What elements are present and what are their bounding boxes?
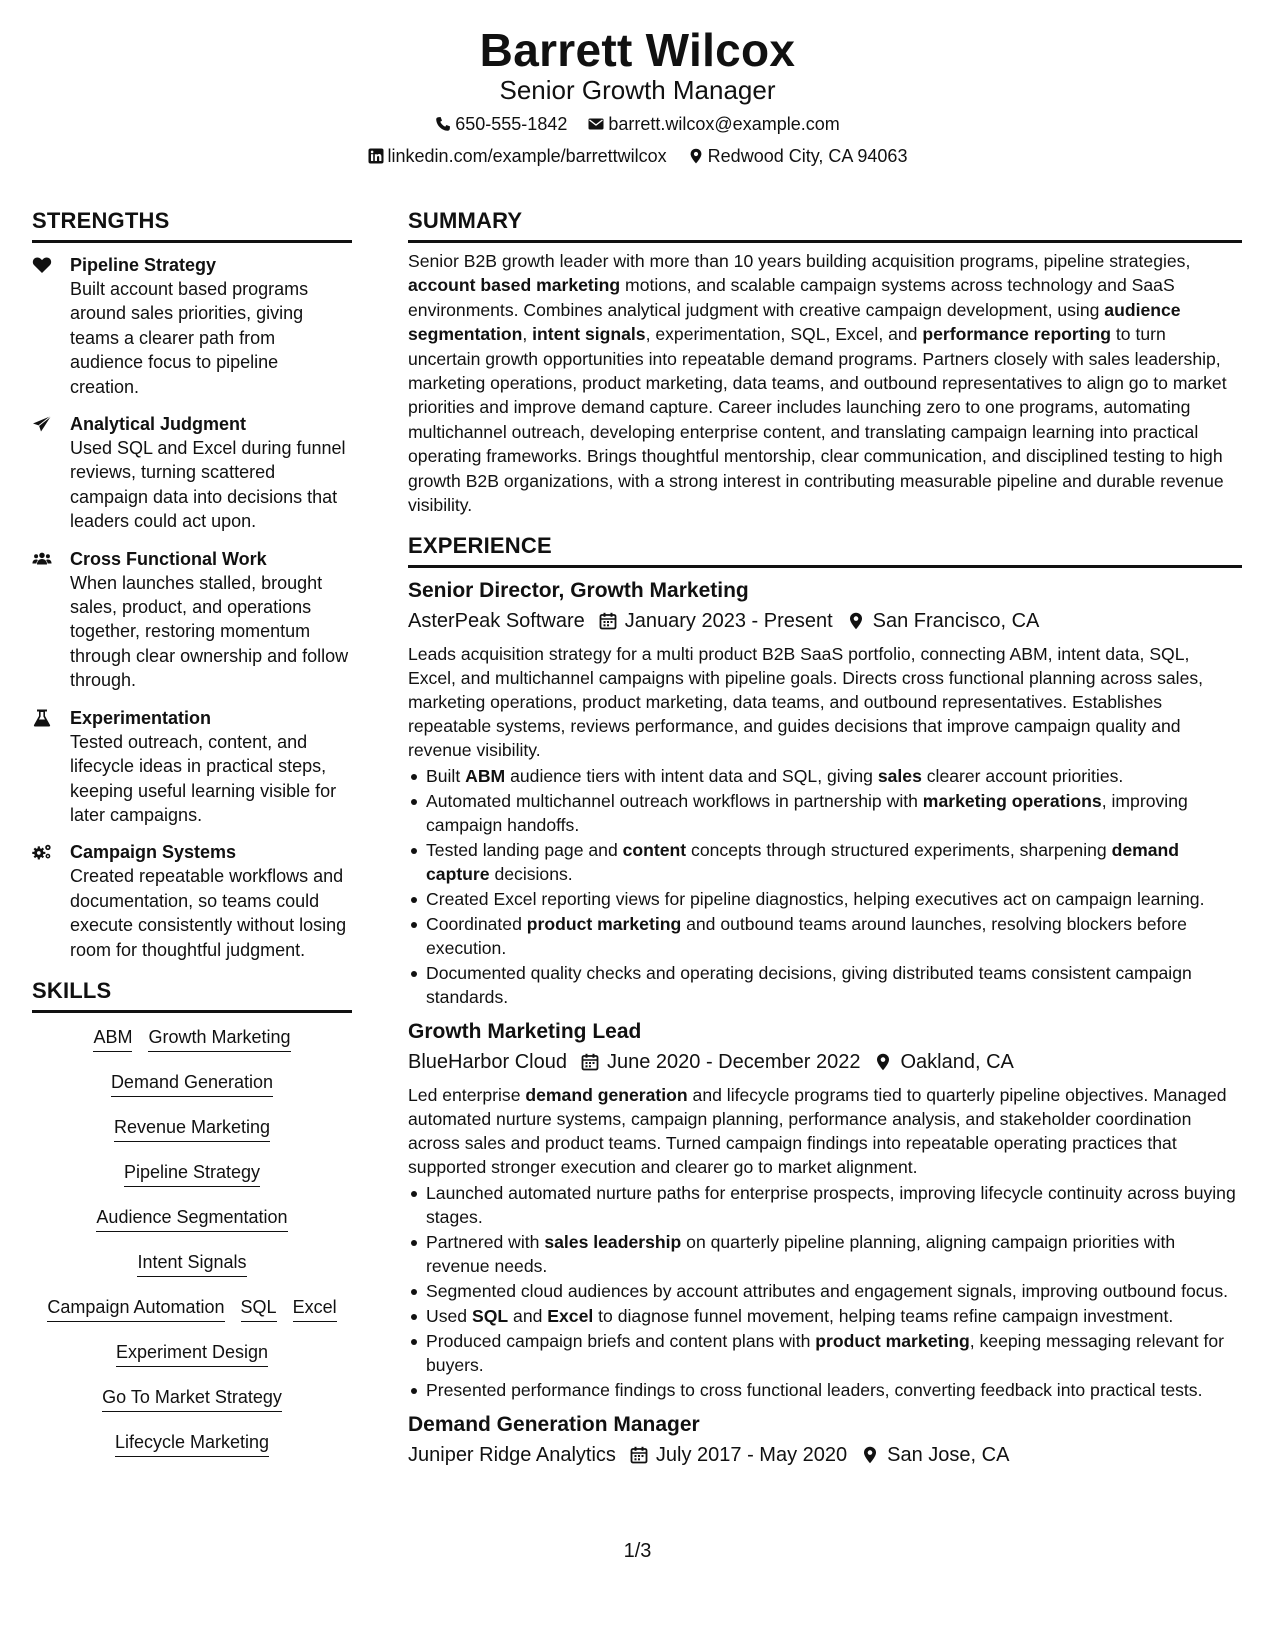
- bullet-item: [408, 1329, 1242, 1377]
- job-entry: [408, 576, 1242, 1009]
- calendar-icon: [630, 1446, 648, 1464]
- text-run: to diagnose funnel movement, helping teams refine campaign investment.: [593, 1306, 1174, 1327]
- emphasis-text: Excel: [547, 1306, 594, 1327]
- bullet-item: [408, 1304, 1242, 1328]
- skill-row: [32, 1250, 352, 1295]
- job-entry: [408, 1017, 1242, 1402]
- bullet-item: [408, 1230, 1242, 1278]
- strengths-list: [32, 253, 352, 962]
- experience-list: [408, 576, 1242, 1470]
- text-run: , keeping messaging relevant for buyers.: [426, 1331, 1224, 1376]
- skill-row: [32, 1160, 352, 1205]
- location-item: [688, 144, 908, 168]
- bullet-item: [408, 789, 1242, 837]
- text-run: Built: [426, 766, 466, 787]
- job-location: San Francisco, CA: [872, 610, 1040, 633]
- skills-heading: SKILLS: [32, 976, 352, 1013]
- job-entry: [408, 1410, 1242, 1470]
- text-run: Created Excel reporting views for pipeline diagnostics, helping executives act on campaign learning.: [426, 889, 1205, 910]
- map-pin-icon: [847, 612, 865, 630]
- emphasis-text: sales leadership: [544, 1232, 682, 1253]
- text-run: Documented quality checks and operating decisions, giving distributed teams consistent campaign standards.: [426, 963, 1192, 1008]
- company-name: BlueHarbor Cloud: [408, 1051, 567, 1074]
- skill-tag: ABM: [93, 1025, 132, 1052]
- strength-title: Experimentation: [70, 707, 212, 728]
- job-meta: [408, 1440, 1242, 1470]
- emphasis-text: audience segmentation: [408, 299, 1181, 345]
- text-run: Used: [426, 1306, 472, 1327]
- skills-list: [32, 1025, 352, 1475]
- skill-tag: Demand Generation: [111, 1070, 273, 1097]
- strength-title: Analytical Judgment: [70, 414, 247, 435]
- skill-tag: Go To Market Strategy: [102, 1385, 282, 1412]
- users-icon: [32, 550, 52, 568]
- skill-row: [32, 1205, 352, 1250]
- skill-tag: Excel: [293, 1295, 337, 1322]
- job-meta: [408, 1047, 1242, 1077]
- page-number: 1/3: [623, 1540, 652, 1562]
- strength-title: Campaign Systems: [70, 842, 237, 863]
- location-text: Redwood City, CA 94063: [707, 146, 908, 166]
- contact-row-1: [0, 112, 1275, 136]
- text-run: audience tiers with intent data and SQL, giving: [505, 766, 878, 787]
- skill-tag: Intent Signals: [137, 1250, 246, 1277]
- skill-row: [32, 1025, 352, 1070]
- emphasis-text: performance reporting: [922, 324, 1112, 345]
- skill-row: [32, 1385, 352, 1430]
- job-bullets: [408, 764, 1242, 1009]
- flask-icon: [32, 709, 52, 727]
- skill-row: [32, 1295, 352, 1340]
- job-location-item: [874, 1047, 1013, 1077]
- email-link[interactable]: barrett.wilcox@example.com: [608, 114, 840, 134]
- left-column: [32, 206, 352, 1475]
- emphasis-text: account based marketing: [408, 275, 621, 296]
- map-pin-icon: [688, 148, 704, 164]
- text-run: and: [508, 1306, 548, 1327]
- emphasis-text: ABM: [465, 766, 506, 787]
- job-description: [408, 1083, 1242, 1179]
- strength-desc: Tested outreach, content, and lifecycle ideas in practical steps, keeping useful learning visible for later campaigns.: [70, 731, 337, 825]
- linkedin-link[interactable]: linkedin.com/example/barrettwilcox: [387, 146, 667, 166]
- emphasis-text: marketing operations: [922, 791, 1102, 812]
- phone-icon: [435, 116, 451, 132]
- skill-row: [32, 1070, 352, 1115]
- strength-item: [32, 547, 352, 693]
- skill-tag: Lifecycle Marketing: [115, 1430, 269, 1457]
- emphasis-text: sales: [877, 766, 922, 787]
- email-item: [588, 112, 839, 136]
- candidate-name: Barrett Wilcox: [479, 24, 796, 76]
- summary-text: [408, 249, 1242, 517]
- job-title: Senior Director, Growth Marketing: [408, 579, 749, 603]
- text-run: and outbound teams around launches, resolving blockers before execution.: [426, 914, 1187, 959]
- company-name: AsterPeak Software: [408, 610, 585, 633]
- skill-row: [32, 1340, 352, 1385]
- text-run: Senior B2B growth leader with more than 10 years building acquisition programs, pipeline strategies,: [408, 251, 1191, 271]
- skill-tag: Pipeline Strategy: [124, 1160, 260, 1187]
- emphasis-text: demand generation: [525, 1085, 688, 1106]
- text-run: motions, and scalable campaign systems across technology and SaaS environments. Combines analytical judgment with creative campaign development, using: [408, 275, 1175, 320]
- text-run: to turn uncertain growth opportunities into repeatable demand programs. Partners closely with sales leadership, marketing operations, product marketing, data teams, and outbound representatives to align go to market priorities and improve demand capture. Career includes launching zero to one programs, automating multichannel outreach, developing enterprise content, and translating campaign learning into practical operating frameworks. Brings thoughtful mentorship, clear communication, and disciplined testing to high growth B2B organizations, with a strong interest in contributing measurable pipeline and durable revenue visibility.: [408, 324, 1227, 516]
- text-run: Leads acquisition strategy for a multi product B2B SaaS portfolio, connecting ABM, intent data, SQL, Excel, and multichannel campaigns with pipeline goals. Directs cross functional planning across sales, marketing operations, product marketing, data teams, and outbound representatives. Establishes repeatable systems, reviews performance, and guides decisions that improve campaign quality and revenue visibility.: [408, 644, 1204, 761]
- skill-tag: Campaign Automation: [47, 1295, 224, 1322]
- text-run: and lifecycle programs tied to quarterly pipeline objectives. Managed automated nurture systems, campaign planning, performance analysis, and stakeholder coordination across sales and product teams. Turned campaign findings into repeatable operating practices that supported stronger execution and clearer go to market alignment.: [408, 1085, 1227, 1178]
- job-meta: [408, 606, 1242, 636]
- job-location: Oakland, CA: [900, 1051, 1014, 1074]
- skill-tag: Experiment Design: [116, 1340, 268, 1367]
- skill-tag: SQL: [241, 1295, 277, 1322]
- phone-text[interactable]: 650-555-1842: [455, 114, 568, 134]
- job-dates-item: [581, 1047, 861, 1077]
- text-run: Launched automated nurture paths for enterprise prospects, improving lifecycle continuity across buying stages.: [426, 1183, 1236, 1228]
- phone-item: [435, 112, 567, 136]
- bullet-item: [408, 1378, 1242, 1402]
- strength-desc: When launches stalled, brought sales, product, and operations together, restoring momentum through clear ownership and follow through.: [70, 572, 349, 691]
- text-run: on quarterly pipeline planning, aligning campaign priorities with revenue needs.: [426, 1232, 1176, 1277]
- summary-heading: SUMMARY: [408, 206, 1242, 243]
- bullet-item: [408, 1279, 1242, 1303]
- text-run: Segmented cloud audiences by account attributes and engagement signals, improving outbound focus.: [426, 1281, 1229, 1302]
- bullet-item: [408, 961, 1242, 1009]
- skill-row: [32, 1430, 352, 1475]
- text-run: Partnered with: [426, 1232, 545, 1253]
- emphasis-text: intent signals: [532, 324, 646, 345]
- calendar-icon: [599, 612, 617, 630]
- strength-item: [32, 412, 352, 534]
- company-name: Juniper Ridge Analytics: [408, 1444, 616, 1467]
- text-run: Led enterprise: [408, 1085, 526, 1106]
- job-title: Growth Marketing Lead: [408, 1020, 642, 1044]
- skill-tag: Audience Segmentation: [96, 1205, 287, 1232]
- strength-title: Cross Functional Work: [70, 548, 267, 569]
- job-dates: June 2020 - December 2022: [606, 1051, 861, 1074]
- job-dates: July 2017 - May 2020: [655, 1444, 848, 1467]
- bullet-item: [408, 838, 1242, 886]
- right-column: [408, 206, 1242, 1470]
- strength-title: Pipeline Strategy: [70, 255, 217, 275]
- experience-heading: EXPERIENCE: [408, 531, 1242, 568]
- emphasis-text: demand capture: [426, 840, 1180, 885]
- emphasis-text: SQL: [471, 1306, 509, 1327]
- text-run: Produced campaign briefs and content plans with: [426, 1331, 816, 1352]
- map-pin-icon: [874, 1053, 892, 1071]
- strength-desc: Created repeatable workflows and documentation, so teams could execute consistently without losing room for thoughtful judgment.: [70, 866, 347, 960]
- job-title: Demand Generation Manager: [408, 1413, 700, 1437]
- skill-tag: Revenue Marketing: [114, 1115, 270, 1142]
- contact-row-2: [0, 144, 1275, 168]
- strength-item: [32, 253, 352, 399]
- job-dates: January 2023 - Present: [624, 610, 833, 633]
- strengths-heading: STRENGTHS: [32, 206, 352, 243]
- heart-icon: [32, 256, 52, 274]
- job-dates-item: [630, 1440, 847, 1470]
- text-run: concepts through structured experiments, sharpening: [686, 840, 1112, 861]
- text-run: , experimentation, SQL, Excel, and: [645, 324, 923, 345]
- gears-icon: [32, 843, 52, 861]
- text-run: Tested landing page and: [426, 840, 623, 861]
- job-bullets: [408, 1181, 1242, 1402]
- text-run: Presented performance findings to cross functional leaders, converting feedback into practical tests.: [426, 1380, 1203, 1401]
- job-location: San Jose, CA: [887, 1444, 1010, 1467]
- strength-desc: Built account based programs around sales priorities, giving teams a clearer path from audience focus to pipeline creation.: [70, 279, 309, 397]
- job-location-item: [861, 1440, 1009, 1470]
- emphasis-text: product marketing: [526, 914, 682, 935]
- emphasis-text: content: [622, 840, 687, 861]
- envelope-icon: [588, 116, 604, 132]
- bullet-item: [408, 912, 1242, 960]
- calendar-icon: [581, 1053, 599, 1071]
- map-pin-icon: [861, 1446, 879, 1464]
- strength-desc: Used SQL and Excel during funnel reviews, turning scattered campaign data into decisions that leaders could act upon.: [70, 438, 346, 532]
- bullet-item: [408, 764, 1242, 788]
- skill-tag: Growth Marketing: [148, 1025, 290, 1052]
- linkedin-item: [368, 144, 667, 168]
- text-run: ,: [522, 324, 533, 345]
- skill-row: [32, 1115, 352, 1160]
- emphasis-text: product marketing: [815, 1331, 970, 1352]
- text-run: Automated multichannel outreach workflows in partnership with: [426, 791, 923, 812]
- candidate-title: Senior Growth Manager: [499, 75, 776, 105]
- text-run: clearer account priorities.: [921, 766, 1124, 787]
- strength-item: [32, 706, 352, 828]
- linkedin-icon: [368, 148, 384, 164]
- job-location-item: [847, 606, 1040, 636]
- paper-plane-icon: [32, 415, 52, 433]
- text-run: decisions.: [489, 864, 573, 885]
- text-run: , improving campaign handoffs.: [426, 791, 1188, 836]
- job-dates-item: [599, 606, 833, 636]
- bullet-item: [408, 1181, 1242, 1229]
- text-run: Coordinated: [426, 914, 527, 935]
- job-description: [408, 642, 1242, 762]
- bullet-item: [408, 887, 1242, 911]
- strength-item: [32, 840, 352, 962]
